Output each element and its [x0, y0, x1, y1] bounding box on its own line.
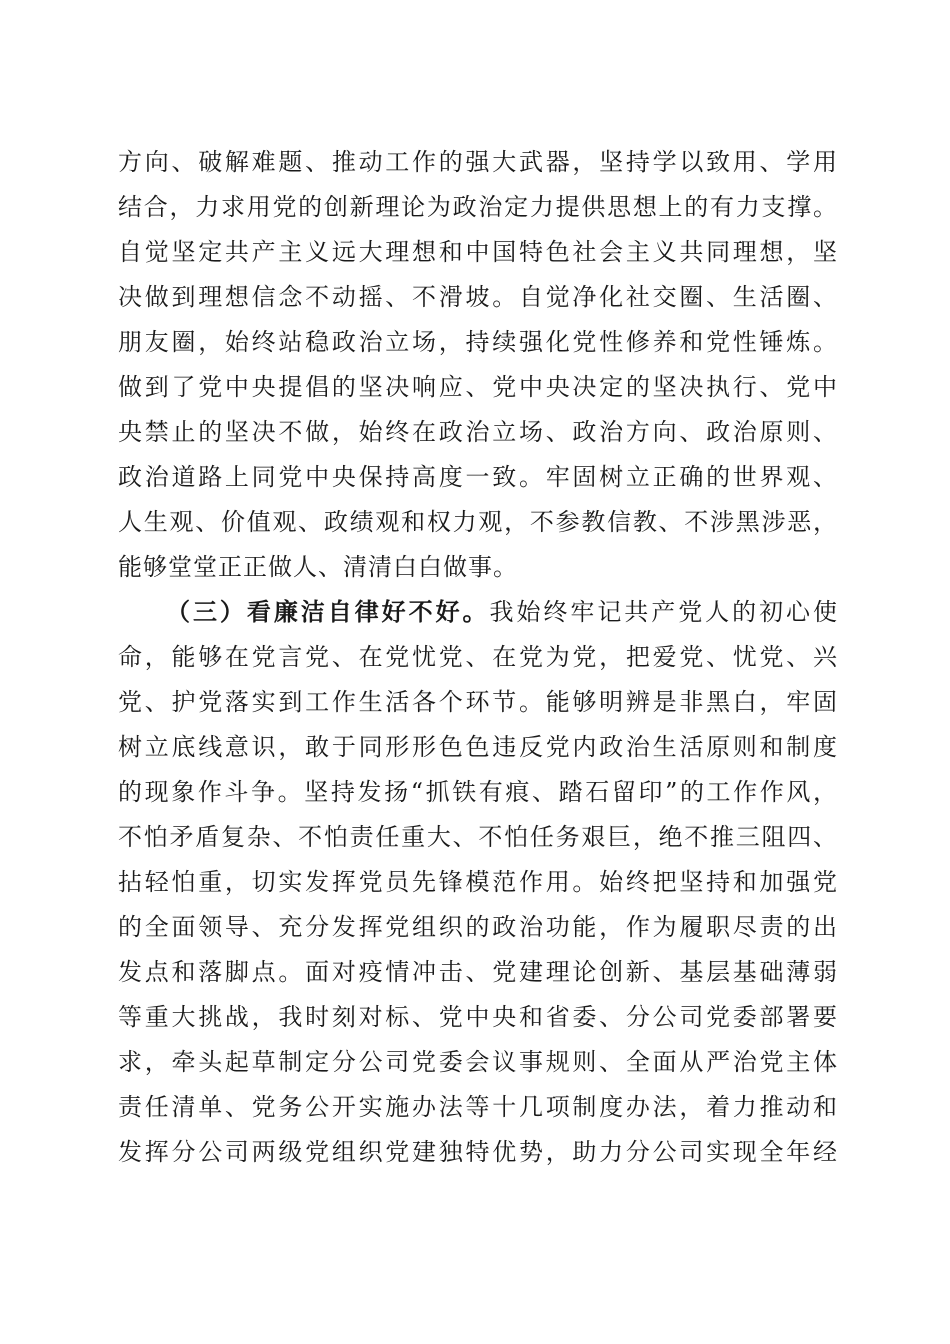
paragraph-first-line [118, 590, 838, 635]
paragraph-line: 树立底线意识，敢于同形形色色违反党内政治生活原则和制度 [118, 733, 838, 761]
paragraph-line: 的现象作斗争。坚持发扬“抓铁有痕、踏石留印”的工作作风， [118, 778, 838, 806]
paragraph-line: 不怕矛盾复杂、不怕责任重大、不怕任务艰巨，绝不推三阻四、 [118, 823, 838, 851]
paragraph-line: 能够堂堂正正做人、清清白白做事。 [118, 553, 518, 581]
paragraph-line: 决做到理想信念不动摇、不滑坡。自觉净化社交圈、生活圈、 [118, 283, 838, 311]
paragraph-line: 朋友圈，始终站稳政治立场，持续强化党性修养和党性锤炼。 [118, 328, 838, 356]
paragraph-line: 命，能够在党言党、在党忧党、在党为党，把爱党、忧党、兴 [118, 643, 838, 671]
paragraph-line: 发点和落脚点。面对疫情冲击、党建理论创新、基层基础薄弱 [118, 958, 838, 986]
paragraph-2 [118, 590, 838, 1175]
paragraph-line: 方向、破解难题、推动工作的强大武器，坚持学以致用、学用 [118, 148, 838, 176]
paragraph-line: 发挥分公司两级党组织党建独特优势，助力分公司实现全年经 [118, 1138, 838, 1166]
paragraph-line: 自觉坚定共产主义远大理想和中国特色社会主义共同理想，坚 [118, 238, 838, 266]
paragraph-line: 人生观、价值观、政绩观和权力观，不参教信教、不涉黑涉恶， [118, 508, 838, 536]
paragraph-line: 求，牵头起草制定分公司党委会议事规则、全面从严治党主体 [118, 1048, 838, 1076]
paragraph-line: 央禁止的坚决不做，始终在政治立场、政治方向、政治原则、 [118, 418, 838, 446]
paragraph-line: 结合，力求用党的创新理论为政治定力提供思想上的有力支撑。 [118, 193, 838, 221]
body-text [118, 140, 838, 1175]
paragraph-line: 等重大挑战，我时刻对标、党中央和省委、分公司党委部署要 [118, 1003, 838, 1031]
paragraph-line: 政治道路上同党中央保持高度一致。牢固树立正确的世界观、 [118, 463, 838, 491]
paragraph-line: 责任清单、党务公开实施办法等十几项制度办法，着力推动和 [118, 1093, 838, 1121]
paragraph-line: 党、护党落实到工作生活各个环节。能够明辨是非黑白，牢固 [118, 688, 838, 716]
paragraph-line: 做到了党中央提倡的坚决响应、党中央决定的坚决执行、党中 [118, 373, 838, 401]
paragraph-line: 拈轻怕重，切实发挥党员先锋模范作用。始终把坚持和加强党 [118, 868, 838, 896]
section-heading: （三）看廉洁自律好不好。 [166, 598, 490, 626]
paragraph-line: 的全面领导、充分发挥党组织的政治功能，作为履职尽责的出 [118, 913, 838, 941]
paragraph-line-rest: 我始终牢记共产党人的初心使 [489, 598, 838, 626]
paragraph-1 [118, 140, 838, 590]
